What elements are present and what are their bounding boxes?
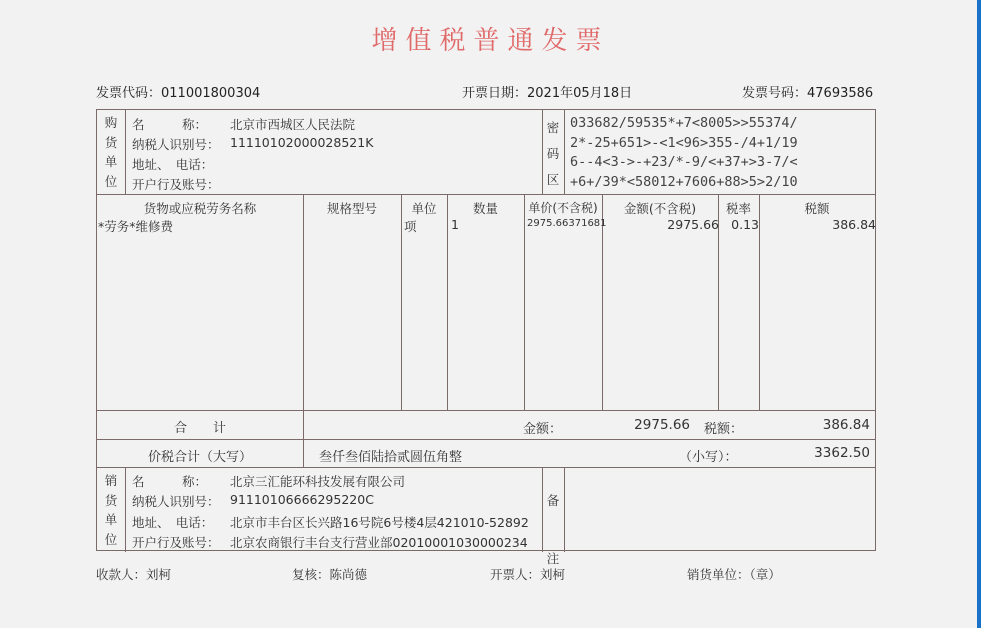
item-tax: 386.84 xyxy=(832,217,876,232)
rule-col-3 xyxy=(447,194,448,410)
reviewer-value: 陈尚德 xyxy=(329,567,368,582)
item-rate: 0.13 xyxy=(731,217,759,232)
reviewer xyxy=(292,565,367,583)
seller-char-3: 单 xyxy=(104,512,118,527)
rule-totals-bottom xyxy=(97,439,875,440)
cipher-line: +6+/39*<58012+7606+88>5>2/10 xyxy=(570,173,798,190)
seller-bank-label: 开户行及账号： xyxy=(132,535,220,550)
grand-total-upper: 叁仟叁佰陆拾贰圆伍角整 xyxy=(319,450,463,465)
invoice-date-value: 2021年05月18日 xyxy=(527,86,633,101)
cipher-char-1: 密 xyxy=(546,120,560,135)
grand-total-label: 价税合计（大写） xyxy=(147,450,252,465)
seller-tax-id: 91110106666295220C xyxy=(230,492,374,507)
col-header-qty: 数量 xyxy=(472,201,498,216)
seller-addr: 北京市丰台区长兴路16号院6号楼4层421010-52892 xyxy=(230,515,529,530)
reviewer-label: 复核： xyxy=(292,567,330,582)
col-header-amount: 金额(不含税) xyxy=(623,201,697,216)
invoice-date xyxy=(462,82,632,101)
seller-name: 北京三汇能环科技发展有限公司 xyxy=(230,474,406,489)
rule-buyer-v3 xyxy=(564,110,565,194)
invoice-number xyxy=(742,82,873,101)
issuer-label: 开票人： xyxy=(490,567,541,582)
buyer-char-1: 购 xyxy=(104,115,118,130)
window-edge-bar xyxy=(977,0,981,628)
cipher-text xyxy=(570,114,798,192)
seller-char-1: 销 xyxy=(104,473,118,488)
totals-amount-label: 金额： xyxy=(523,422,563,437)
item-amount: 2975.66 xyxy=(667,217,719,232)
seller-addr-label: 地址、 电话： xyxy=(132,515,214,530)
totals-tax-label: 税额： xyxy=(704,422,744,437)
grand-total-lower-label: （小写）： xyxy=(679,450,738,465)
invoice-number-label: 发票号码： xyxy=(742,86,808,101)
payee-value: 刘柯 xyxy=(146,567,172,582)
buyer-char-3: 单 xyxy=(104,154,118,169)
item-qty: 1 xyxy=(451,217,459,232)
cipher-section-label xyxy=(542,115,564,193)
buyer-name-label: 名 称： xyxy=(132,117,208,132)
buyer-char-2: 货 xyxy=(104,134,118,150)
buyer-section-label xyxy=(97,113,125,191)
item-unit: 项 xyxy=(404,219,417,234)
totals-amount: 2975.66 xyxy=(634,417,690,433)
seller-char-4: 位 xyxy=(104,531,118,547)
buyer-bank-label: 开户行及账号： xyxy=(132,177,220,192)
item-name: *劳务*维修费 xyxy=(98,219,174,234)
rule-col-4 xyxy=(524,194,525,410)
buyer-char-4: 位 xyxy=(104,173,118,189)
rule-buyer-v1 xyxy=(125,110,126,194)
seller-tax-id-label: 纳税人识别号： xyxy=(132,494,220,509)
cipher-line: 033682/59535*+7<8005>>55374/ xyxy=(570,115,798,131)
rule-totals-v xyxy=(303,410,304,467)
grand-total-lower: 3362.50 xyxy=(814,445,870,461)
rule-col-2 xyxy=(401,194,402,410)
seller-bank: 北京农商银行丰台支行营业部02010001030000234 xyxy=(230,535,528,550)
rule-items-bottom xyxy=(97,410,875,411)
payee xyxy=(96,565,171,583)
invoice-table xyxy=(96,109,876,566)
col-header-unit: 单位 xyxy=(411,201,437,216)
cipher-line: 2*-25+651>-<1<96>355-/4+1/19 xyxy=(570,134,798,151)
invoice-date-label: 开票日期： xyxy=(462,86,528,101)
payee-label: 收款人： xyxy=(96,567,147,582)
rule-col-1 xyxy=(303,194,304,410)
buyer-tax-id-label: 纳税人识别号： xyxy=(132,137,220,152)
totals-label: 合 计 xyxy=(173,421,226,436)
item-price: 2975.66371681 xyxy=(527,218,607,229)
totals-tax: 386.84 xyxy=(822,417,870,433)
rule-seller-v1 xyxy=(125,467,126,552)
seller-section-label xyxy=(97,471,125,549)
buyer-tax-id: 11110102000028521K xyxy=(230,135,374,150)
col-header-tax: 税额 xyxy=(804,201,830,216)
col-header-rate: 税率 xyxy=(725,201,751,216)
col-header-spec: 规格型号 xyxy=(326,201,377,216)
issuer-value: 刘柯 xyxy=(540,567,566,582)
remark-char-2: 注 xyxy=(546,551,560,566)
invoice-title: 增值税普通发票 xyxy=(371,26,610,56)
issuer xyxy=(490,565,565,583)
seller-seal-label: 销货单位：（章） xyxy=(687,567,781,582)
seller-char-2: 货 xyxy=(104,492,118,508)
invoice-code-value: 011001800304 xyxy=(161,86,261,101)
cipher-line: 6--4<3->-+23/*-9/<+37+>3-7/< xyxy=(570,154,798,170)
buyer-name: 北京市西城区人民法院 xyxy=(230,117,356,132)
remark-char-1: 备 xyxy=(546,493,560,508)
rule-grand-bottom xyxy=(97,467,875,468)
invoice-code xyxy=(96,82,260,101)
col-header-price: 单价(不含税) xyxy=(528,201,598,215)
cipher-char-2: 码 xyxy=(546,146,560,161)
col-header-name: 货物或应税劳务名称 xyxy=(143,201,257,216)
buyer-addr-label: 地址、 电话： xyxy=(132,157,214,172)
rule-seller-v3 xyxy=(564,467,565,552)
seller-name-label: 名 称： xyxy=(132,474,208,489)
cipher-char-3: 区 xyxy=(546,172,560,187)
invoice-code-label: 发票代码： xyxy=(96,86,162,101)
invoice-number-value: 47693586 xyxy=(807,86,874,101)
